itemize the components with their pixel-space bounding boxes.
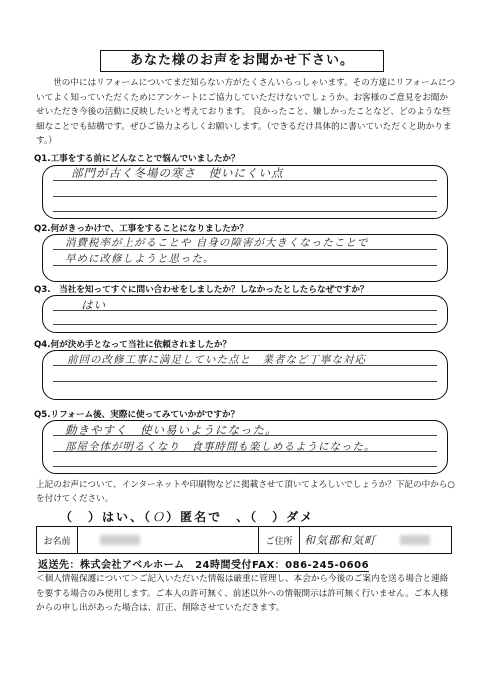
redacted-name	[100, 535, 140, 545]
consent-yes-label: はい、	[102, 510, 145, 524]
answer-box-3[interactable]	[42, 295, 448, 333]
answer-box-5[interactable]	[42, 420, 448, 474]
redacted-address	[400, 535, 430, 545]
answer-box-2[interactable]	[42, 234, 448, 282]
answer-line	[53, 310, 437, 311]
consent-anon-mark: Ｏ	[152, 510, 167, 524]
answer-line	[53, 196, 437, 197]
answer-box-4[interactable]	[42, 350, 448, 400]
consent-options	[60, 508, 314, 525]
consent-question: 上記のお声について、インターネットや印刷物などに掲載させて頂いてよろしいでしょうか？下記の中から○を付けてください。	[36, 480, 455, 504]
answer-4-line-1: 前回の改修工事に満足していた点と 業者など丁寧な対応	[67, 354, 366, 366]
privacy-text: ＜個人情報保護について＞ご記入いただいた情報は厳重に管理し、本会から今後のご案内を送る場合と連絡を要する場合のみ使用します。ご本人の許可無く、前述以外への情報開示は許可無く行いません。ご本人様からの申し出があった場合は、訂正、削除させていただきます。	[36, 574, 449, 613]
answer-1-line-1: 部門が古く冬場の寒さ 使いにくい点	[71, 166, 284, 180]
answer-2-line-2: 早めに改修しようと思った。	[65, 253, 215, 265]
answer-line	[53, 324, 437, 325]
intro-text: 世の中にはリフォームについてまだ知らない方がたくさんいらっしゃいます。その方達にリフォームについてよく知っていただくためにアンケートにご協力していただけないでしょうか。お客様のご意見をお聞かせいただき今後の活動に反映したいと考えております。 良かったこと、嫌しかったことなど、どのような些細なことでも結構です。ぜひご協力よろしくお願いします。（できるだけ具体的に書いていただくと助かります。）	[36, 78, 456, 146]
consent-no-label: ダメ	[286, 510, 315, 524]
name-label: お名前	[37, 527, 78, 553]
name-field[interactable]	[78, 527, 259, 553]
answer-5-line-2: 部屋全体が明るくなり 食事時間も楽しめるようになった。	[65, 441, 376, 453]
answer-line	[53, 211, 437, 212]
consent-no-bracket[interactable]: 、（ ）	[222, 510, 287, 524]
question-2-label: Q2.何がきっかけで、工事をすることになりましたか？	[34, 224, 249, 234]
question-3-label: Q3. 当社を知ってすぐに問い合わせをしましたか？しなかったとしたらなぜですか？	[34, 285, 369, 295]
consent-anon-bracket-close: ）	[166, 510, 181, 524]
question-5-label: Q5.リフォーム後、実際に使ってみていかがですか？	[34, 410, 240, 420]
answer-2-line-1: 消費税率が上がることや 自身の障害が大きくなったことで	[65, 237, 369, 249]
answer-box-1[interactable]	[42, 165, 448, 219]
consent-anon-bracket-open[interactable]: （	[144, 510, 153, 524]
answer-line	[53, 466, 437, 467]
answer-line	[53, 381, 437, 382]
address-value: 和気郡和気町	[304, 534, 376, 547]
page-title: あなた様のお声をお聞かせ下さい。	[100, 50, 384, 72]
return-address: 返送先：株式会社アベルホーム 24時間受付FAX：086-245-0606	[38, 556, 369, 572]
intro-paragraph	[36, 76, 456, 149]
address-field[interactable]	[300, 527, 451, 553]
address-label: ご住所	[259, 527, 300, 553]
question-1-label: Q1.工事をする前にどんなことで悩んでいましたか？	[34, 154, 240, 164]
answer-3-line-1: はい	[81, 298, 106, 312]
consent-yes-bracket[interactable]: （ ）	[60, 510, 103, 524]
question-4-label: Q4.何が決め手となって当社に依頼されましたか？	[34, 340, 232, 350]
publication-consent-text	[36, 478, 456, 506]
privacy-notice	[36, 572, 456, 616]
consent-anon-label: 匿名で	[180, 510, 223, 524]
answer-5-line-1: 動きやすく 使い易いようになった。	[65, 423, 278, 437]
contact-table	[36, 526, 452, 554]
